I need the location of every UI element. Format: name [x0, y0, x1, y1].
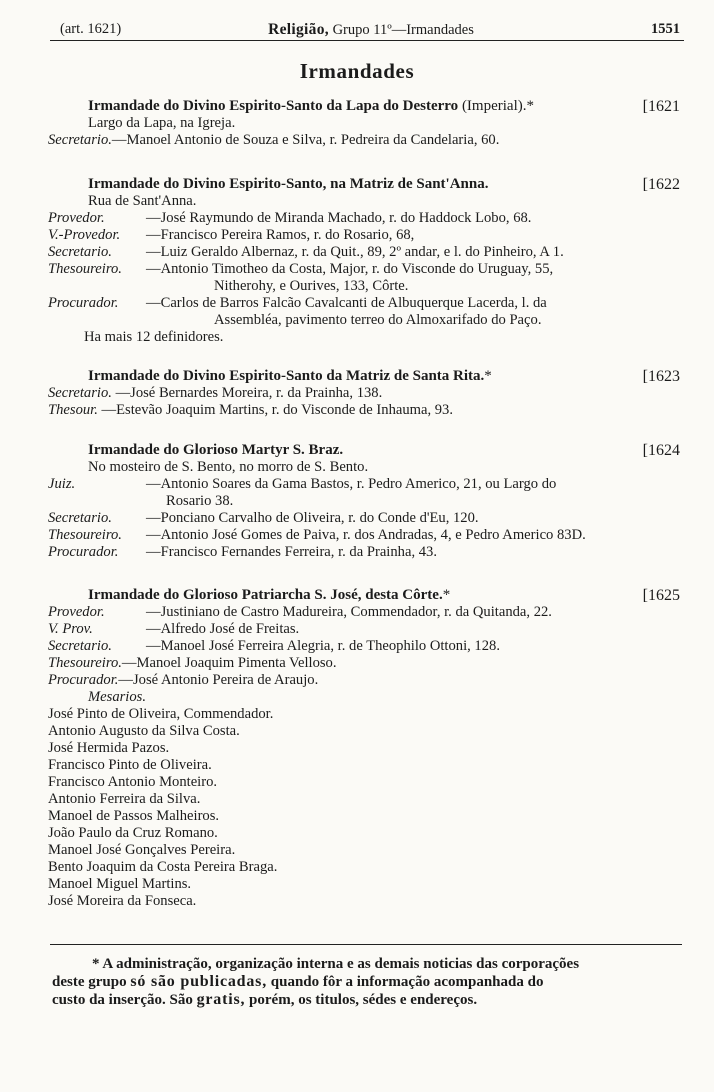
- entry-number: [1623: [642, 368, 680, 385]
- mesario: José Hermida Pazos.: [48, 740, 170, 756]
- entry-address: Rua de Sant'Anna.: [88, 193, 197, 209]
- row-text: —Francisco Fernandes Ferreira, r. da Prainha, 43.: [146, 544, 437, 560]
- row-label: Procurador.: [48, 295, 119, 311]
- entry-heading: [48, 368, 680, 385]
- entry-number: [1624: [642, 442, 680, 459]
- entry-address: No mosteiro de S. Bento, no morro de S. Bento.: [88, 459, 369, 475]
- entry-row: [48, 261, 680, 278]
- entry-number: [1621: [642, 98, 680, 115]
- entry-address: Largo da Lapa, na Igreja.: [88, 115, 236, 131]
- entry-row: [48, 672, 680, 689]
- section-title: [60, 21, 682, 39]
- row-text: —José Bernardes Moreira, r. da Prainha, 138.: [115, 385, 383, 401]
- mesario: Antonio Ferreira da Silva.: [48, 791, 201, 807]
- footnote-rule: [50, 944, 682, 945]
- row-text: —Estevão Joaquim Martins, r. do Visconde de Inhauma, 93.: [101, 402, 454, 418]
- entry-row: [48, 295, 680, 312]
- footnote: [52, 955, 684, 1009]
- entry-row: [48, 402, 680, 419]
- entry-1622: [48, 176, 680, 346]
- entry-title-rest: *: [442, 587, 451, 603]
- section-title-bold: Religião,: [268, 21, 329, 38]
- entry-heading: [48, 587, 680, 604]
- entry-row: [48, 132, 680, 149]
- entry-title-rest: (Imperial).*: [458, 98, 534, 114]
- header-rule: [50, 40, 684, 41]
- footnote-emphasis: só são publicadas,: [130, 973, 268, 990]
- entry-title: Irmandade do Divino Espirito-Santo, na Matriz de Sant'Anna.: [88, 176, 489, 192]
- running-header: [60, 21, 682, 41]
- footnote-line: [52, 991, 684, 1009]
- row-text: —Ponciano Carvalho de Oliveira, r. do Conde d'Eu, 120.: [146, 510, 479, 526]
- row-continuation: Nitherohy, e Ourives, 133, Côrte.: [214, 278, 409, 294]
- entry-row: [48, 604, 680, 621]
- row-label: Secretario.: [48, 385, 112, 401]
- entry-row: [48, 385, 680, 402]
- row-text: —Alfredo José de Freitas.: [146, 621, 300, 637]
- row-label: V.-Provedor.: [48, 227, 121, 243]
- entry-number: [1622: [642, 176, 680, 193]
- row-label: Secretario.: [48, 510, 112, 526]
- entry-row: [48, 638, 680, 655]
- row-text: —Francisco Pereira Ramos, r. do Rosario, 68,: [146, 227, 415, 243]
- entry-row: [48, 527, 680, 544]
- entry-row: [48, 510, 680, 527]
- entry-note: Ha mais 12 definidores.: [84, 329, 224, 345]
- mesario: João Paulo da Cruz Romano.: [48, 825, 218, 841]
- footnote-text: quando fôr a informação acompanhada do: [267, 974, 544, 990]
- entry-row: [48, 244, 680, 261]
- row-label: Procurador.: [48, 672, 119, 688]
- entry-1621: [48, 98, 680, 149]
- row-label: Procurador.: [48, 544, 119, 560]
- row-label: Thesoureiro.: [48, 527, 122, 543]
- entry-1623: [48, 368, 680, 419]
- section-title-rest: Grupo 11º—Irmandades: [328, 22, 474, 38]
- mesario: Manoel de Passos Malheiros.: [48, 808, 220, 824]
- page-number: 1551: [651, 21, 680, 37]
- row-label: Secretario.: [48, 638, 112, 654]
- mesario: José Pinto de Oliveira, Commendador.: [48, 706, 274, 722]
- entry-title: Irmandade do Divino Espirito-Santo da Lapa do Desterro: [88, 98, 459, 114]
- footnote-text: porém, os titulos, sédes e endereços.: [245, 992, 478, 1008]
- row-text: —Carlos de Barros Falcão Cavalcanti de Albuquerque Lacerda, l. da: [146, 295, 547, 311]
- footnote-text: custo da inserção. São: [52, 992, 197, 1008]
- row-text: —Manoel José Ferreira Alegria, r. de Theophilo Ottoni, 128.: [146, 638, 500, 654]
- page-title: Irmandades: [299, 59, 415, 83]
- mesario: Francisco Antonio Monteiro.: [48, 774, 218, 790]
- row-text: —Antonio José Gomes de Paiva, r. dos Andradas, 4, e Pedro Americo 83D.: [146, 527, 586, 543]
- entry-title: Irmandade do Glorioso Patriarcha S. José, desta Côrte.: [88, 587, 443, 603]
- mesarios-label: Mesarios.: [88, 689, 146, 705]
- row-continuation: Assembléa, pavimento terreo do Almoxarifado do Paço.: [214, 312, 542, 328]
- row-label: Secretario.: [48, 244, 112, 260]
- row-continuation: Rosario 38.: [166, 493, 234, 509]
- entry-row: [48, 476, 680, 493]
- row-text: —Antonio Timotheo da Costa, Major, r. do Visconde do Uruguay, 55,: [146, 261, 554, 277]
- row-label: Thesour.: [48, 402, 98, 418]
- entry-row: [48, 227, 680, 244]
- row-label: Juiz.: [48, 476, 76, 492]
- footnote-line: [52, 973, 684, 991]
- entry-row: [48, 544, 680, 561]
- footnote-emphasis: gratis,: [196, 991, 246, 1008]
- mesario: Bento Joaquim da Costa Pereira Braga.: [48, 859, 278, 875]
- row-text: —José Raymundo de Miranda Machado, r. do Haddock Lobo, 68.: [146, 210, 532, 226]
- footnote-text: deste grupo: [52, 974, 131, 990]
- entry-heading: [48, 98, 680, 115]
- mesario: José Moreira da Fonseca.: [48, 893, 197, 909]
- mesario: Manoel Miguel Martins.: [48, 876, 192, 892]
- row-text: —Manoel Joaquim Pimenta Velloso.: [121, 655, 337, 671]
- row-label: Thesoureiro.: [48, 261, 122, 277]
- row-label: Provedor.: [48, 210, 105, 226]
- entry-1624: [48, 442, 680, 561]
- mesario: Francisco Pinto de Oliveira.: [48, 757, 212, 773]
- row-label: Thesoureiro.: [48, 655, 122, 671]
- entry-row: [48, 621, 680, 638]
- entry-title: Irmandade do Glorioso Martyr S. Braz.: [88, 442, 344, 458]
- mesario: Manoel José Gonçalves Pereira.: [48, 842, 236, 858]
- entry-row: [48, 655, 680, 672]
- row-text: —Luiz Geraldo Albernaz, r. da Quit., 89, 2º andar, e l. do Pinheiro, A 1.: [146, 244, 564, 260]
- footnote-line: * A administração, organização interna e as demais noticias das corporações: [92, 956, 580, 972]
- row-text: —José Antonio Pereira de Araujo.: [118, 672, 319, 688]
- mesario: Antonio Augusto da Silva Costa.: [48, 723, 240, 739]
- entry-row: [48, 210, 680, 227]
- row-label: V. Prov.: [48, 621, 93, 637]
- entry-heading: [48, 176, 680, 193]
- article-range: (art. 1621): [60, 21, 122, 37]
- entry-number: [1625: [642, 587, 680, 604]
- row-label: Provedor.: [48, 604, 105, 620]
- entry-title-rest: *: [484, 368, 492, 384]
- entry-title: Irmandade do Divino Espirito-Santo da Matriz de Santa Rita.: [88, 368, 485, 384]
- row-text: —Manoel Antonio de Souza e Silva, r. Pedreira da Candelaria, 60.: [111, 132, 500, 148]
- entry-1625: [48, 587, 680, 910]
- row-text: —Antonio Soares da Gama Bastos, r. Pedro Americo, 21, ou Largo do: [146, 476, 557, 492]
- row-text: —Justiniano de Castro Madureira, Commendador, r. da Quitanda, 22.: [146, 604, 552, 620]
- row-label: Secretario.: [48, 132, 112, 148]
- entry-heading: [48, 442, 680, 459]
